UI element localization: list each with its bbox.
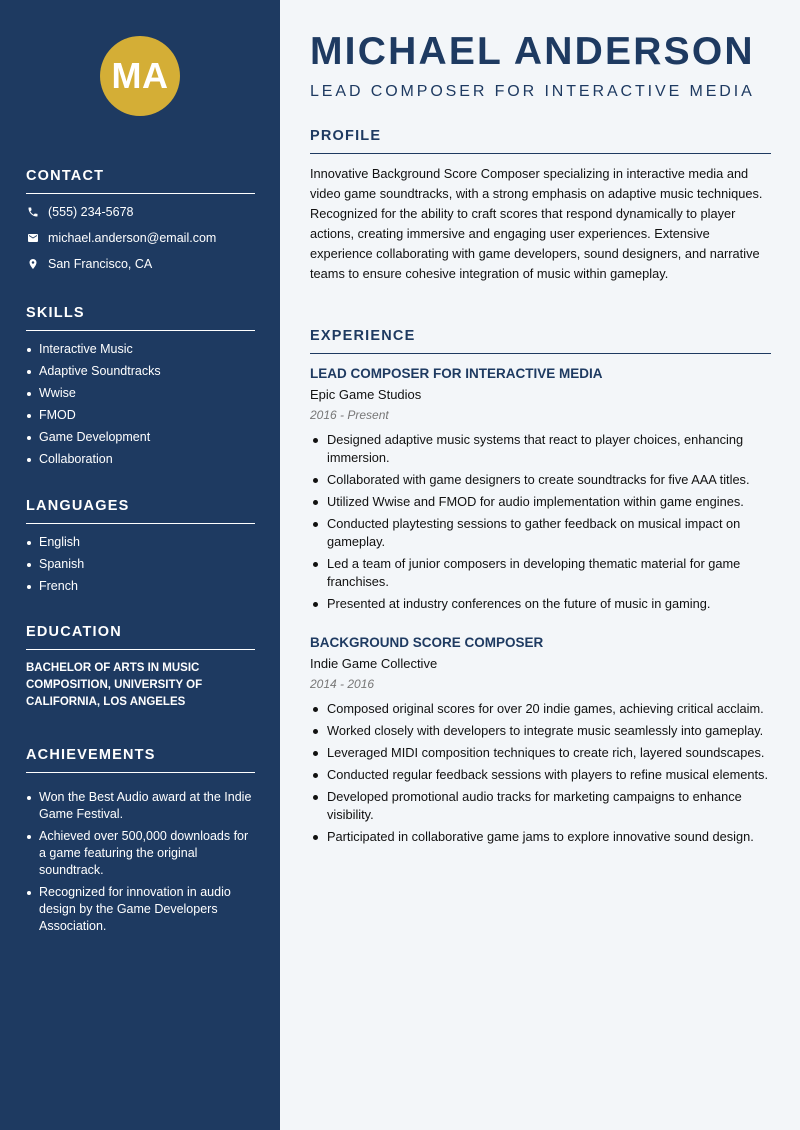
location-text: San Francisco, CA <box>48 256 153 271</box>
job-company: Epic Game Studios <box>310 387 422 402</box>
skill-item: Collaboration <box>26 451 255 468</box>
mail-icon <box>26 231 40 245</box>
job-bullet: Developed promotional audio tracks for marketing campaigns to enhance visibility. <box>310 788 771 824</box>
avatar: MA <box>100 36 180 116</box>
job-bullets <box>310 431 771 613</box>
contact-title: CONTACT <box>26 168 255 194</box>
job-entry <box>310 366 771 617</box>
achievement-item: Recognized for innovation in audio design by the Game Developers Association. <box>26 884 255 935</box>
achievements-list <box>26 789 255 935</box>
skill-item: Wwise <box>26 385 255 402</box>
skill-item: FMOD <box>26 407 255 424</box>
contact-location <box>26 255 255 272</box>
skill-item: Game Development <box>26 429 255 446</box>
achievement-item: Achieved over 500,000 downloads for a game featuring the original soundtrack. <box>26 828 255 879</box>
job-bullet: Utilized Wwise and FMOD for audio implementation within game engines. <box>310 493 771 511</box>
headline: LEAD COMPOSER FOR INTERACTIVE MEDIA <box>310 83 755 100</box>
contact-email <box>26 229 255 246</box>
achievements-title: ACHIEVEMENTS <box>26 747 255 773</box>
sidebar <box>0 0 280 1130</box>
job-bullet: Composed original scores for over 20 indie games, achieving critical acclaim. <box>310 700 771 718</box>
job-bullet: Collaborated with game designers to create soundtracks for five AAA titles. <box>310 471 771 489</box>
profile-title: PROFILE <box>310 128 771 154</box>
email-text: michael.anderson@email.com <box>48 230 217 245</box>
full-name: MICHAEL ANDERSON <box>310 30 755 73</box>
job-title: LEAD COMPOSER FOR INTERACTIVE MEDIA <box>310 366 603 381</box>
contact-section <box>26 168 255 272</box>
language-item: English <box>26 534 255 551</box>
education-title: EDUCATION <box>26 624 255 650</box>
job-bullet: Led a team of junior composers in developing thematic material for game franchises. <box>310 555 771 591</box>
achievements-section <box>26 747 255 940</box>
location-pin-icon <box>26 257 40 271</box>
phone-icon <box>26 205 40 219</box>
language-item: French <box>26 578 255 595</box>
skills-list <box>26 341 255 468</box>
languages-section <box>26 498 255 600</box>
skills-title: SKILLS <box>26 305 255 331</box>
skill-item: Interactive Music <box>26 341 255 358</box>
achievement-item: Won the Best Audio award at the Indie Game Festival. <box>26 789 255 823</box>
experience-title: EXPERIENCE <box>310 328 771 354</box>
job-dates: 2016 - Present <box>310 408 389 422</box>
job-bullet: Designed adaptive music systems that react to player choices, enhancing immersion. <box>310 431 771 467</box>
skills-section <box>26 305 255 473</box>
profile-text: Innovative Background Score Composer specializing in interactive media and video game soundtracks, with a strong emphasis on adaptive music techniques. Recognized for the ability to craft scores that respond dynamically to player actions, creating immersive and engaging user experiences. Extensive experience collaborating with game developers, sound designers, and narrative teams to ensure cohesive integration of music within gameplay. <box>310 166 763 281</box>
job-bullet: Worked closely with developers to integrate music seamlessly into gameplay. <box>310 722 771 740</box>
languages-title: LANGUAGES <box>26 498 255 524</box>
job-company: Indie Game Collective <box>310 656 438 671</box>
job-bullet: Conducted playtesting sessions to gather feedback on musical impact on gameplay. <box>310 515 771 551</box>
skill-item: Adaptive Soundtracks <box>26 363 255 380</box>
job-bullet: Participated in collaborative game jams to explore innovative sound design. <box>310 828 771 846</box>
job-title: BACKGROUND SCORE COMPOSER <box>310 635 544 650</box>
language-item: Spanish <box>26 556 255 573</box>
contact-phone <box>26 203 255 220</box>
phone-text: (555) 234-5678 <box>48 204 134 219</box>
education-degree: BACHELOR OF ARTS IN MUSIC COMPOSITION, UNIVERSITY OF CALIFORNIA, LOS ANGELES <box>26 662 203 708</box>
experience-section <box>310 328 771 354</box>
job-bullet: Leveraged MIDI composition techniques to create rich, layered soundscapes. <box>310 744 771 762</box>
job-bullets <box>310 700 771 846</box>
languages-list <box>26 534 255 595</box>
profile-section <box>310 128 771 284</box>
job-dates: 2014 - 2016 <box>310 677 375 691</box>
education-section <box>26 624 255 711</box>
job-bullet: Conducted regular feedback sessions with players to refine musical elements. <box>310 766 771 784</box>
job-entry <box>310 635 771 850</box>
job-bullet: Presented at industry conferences on the future of music in gaming. <box>310 595 771 613</box>
